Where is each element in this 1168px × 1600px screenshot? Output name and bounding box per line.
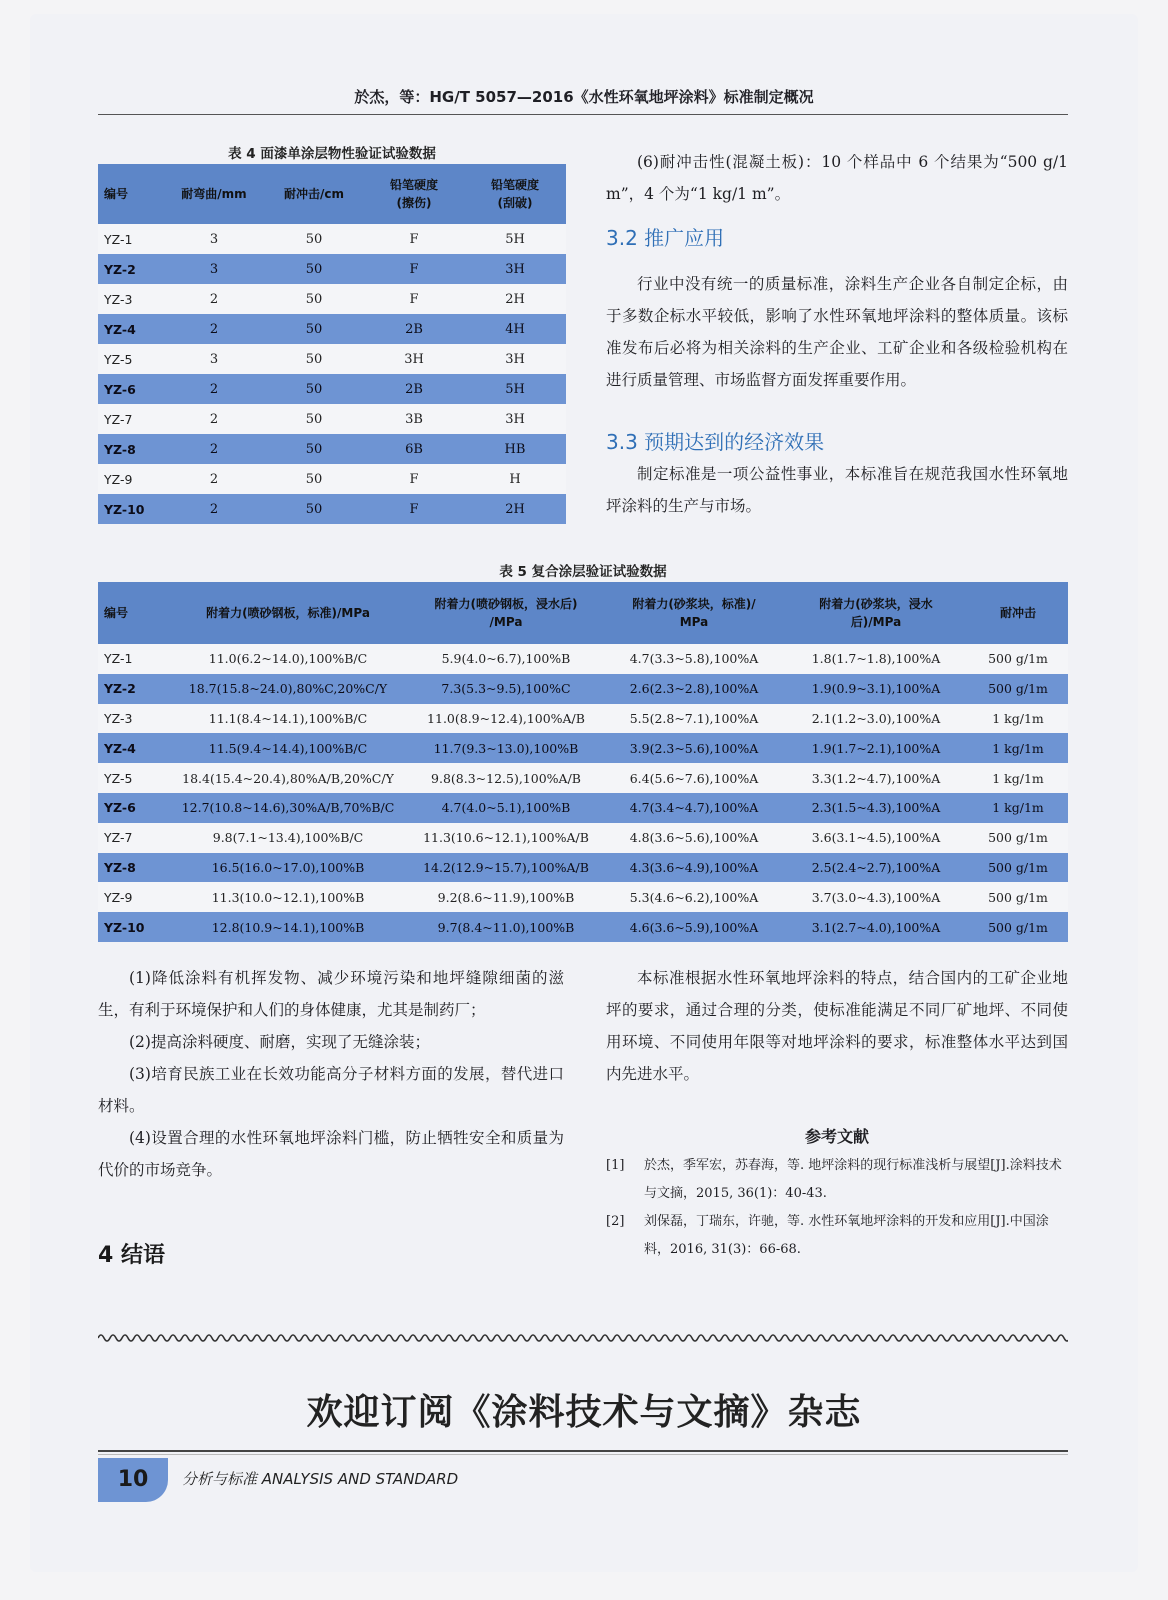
table-cell: 1 kg/1m — [968, 704, 1068, 734]
table-row — [98, 434, 566, 464]
table-row — [98, 763, 1068, 793]
table-cell: YZ-8 — [98, 434, 164, 464]
table-cell: YZ-5 — [98, 763, 168, 793]
benefit-item-4: (4)设置合理的水性环氧地坪涂料门槛，防止牺牲安全和质量为代价的市场竞争。 — [98, 1129, 564, 1179]
table5-col-header: 耐冲击 — [968, 582, 1068, 644]
table-cell: 5H — [464, 374, 566, 404]
table-cell: F — [364, 254, 464, 284]
table-cell: 2 — [164, 464, 264, 494]
table4-col-header: 耐冲击/cm — [264, 164, 364, 224]
references-title: 参考文献 — [804, 1127, 869, 1146]
table-cell: YZ-4 — [98, 733, 168, 763]
table-row — [98, 224, 566, 254]
benefit-item-2: (2)提高涂料硬度、耐磨，实现了无缝涂装； — [129, 1033, 430, 1051]
table-row — [98, 284, 566, 314]
table-cell: 2 — [164, 284, 264, 314]
table-cell: YZ-9 — [98, 882, 168, 912]
table-cell: 3.3(1.2~4.7),100%A — [784, 763, 968, 793]
table-cell: 2 — [164, 434, 264, 464]
table-row — [98, 674, 1068, 704]
table-cell: 4.3(3.6~4.9),100%A — [604, 853, 784, 883]
table-cell: 2H — [464, 284, 566, 314]
table-cell: 3H — [464, 344, 566, 374]
table-cell: 5.5(2.8~7.1),100%A — [604, 704, 784, 734]
table-cell: YZ-3 — [98, 284, 164, 314]
table-cell: 9.7(8.4~11.0),100%B — [408, 912, 604, 942]
table5 — [98, 582, 1068, 942]
table-cell: 11.3(10.0~12.1),100%B — [168, 882, 408, 912]
table5-body — [98, 644, 1068, 942]
table5-col-header: 附着力(喷砂钢板，标准)/MPa — [168, 582, 408, 644]
section-3-2-text: 行业中没有统一的质量标准，涂料生产企业各自制定企标，由于多数企标水平较低，影响了水性环氧地坪涂料的整体质量。该标准发布后必将为相关涂料的生产企业、工矿企业和各级检验机构在进行质量管理、市场监督方面发挥重要作用。 — [606, 275, 1068, 389]
table-cell: 5.9(4.0~6.7),100%B — [408, 644, 604, 674]
table-cell: 3 — [164, 254, 264, 284]
table-cell: 3H — [364, 344, 464, 374]
table-cell: 11.0(6.2~14.0),100%B/C — [168, 644, 408, 674]
table-cell: 4.8(3.6~5.6),100%A — [604, 823, 784, 853]
table-cell: YZ-6 — [98, 793, 168, 823]
table-cell: 4.7(3.3~5.8),100%A — [604, 644, 784, 674]
table-cell: 2H — [464, 494, 566, 524]
table5-caption: 表 5 复合涂层验证试验数据 — [499, 564, 667, 580]
section-3-3-body — [606, 458, 1068, 522]
table-cell: H — [464, 464, 566, 494]
table-cell: YZ-5 — [98, 344, 164, 374]
table-cell: 500 g/1m — [968, 882, 1068, 912]
table-cell: F — [364, 284, 464, 314]
table-cell: 5.3(4.6~6.2),100%A — [604, 882, 784, 912]
table-cell: 4.6(3.6~5.9),100%A — [604, 912, 784, 942]
table-cell: 9.8(7.1~13.4),100%B/C — [168, 823, 408, 853]
table-cell: YZ-1 — [98, 644, 168, 674]
table-cell: 2B — [364, 314, 464, 344]
table-cell: 12.8(10.9~14.1),100%B — [168, 912, 408, 942]
reference-1-text: 於杰，季军宏，苏春海，等. 地坪涂料的现行标准浅析与展望[J].涂料技术与文摘，2015, 36(1)：40-43. — [644, 1158, 1062, 1201]
table-cell: 7.3(5.3~9.5),100%C — [408, 674, 604, 704]
table-cell: 11.7(9.3~13.0),100%B — [408, 733, 604, 763]
table-row — [98, 254, 566, 284]
table-cell: 50 — [264, 374, 364, 404]
table-row — [98, 793, 1068, 823]
impact-item: (6)耐冲击性(混凝土板)：10 个样品中 6 个结果为“500 g/1 m”，4 个为“1 kg/1 m”。 — [606, 153, 1068, 203]
table-cell: YZ-9 — [98, 464, 164, 494]
table-row — [98, 733, 1068, 763]
table-row — [98, 704, 1068, 734]
table-row — [98, 314, 566, 344]
table-row — [98, 494, 566, 524]
table4 — [98, 164, 566, 524]
table5-col-header: 附着力(砂浆块，标准)/ MPa — [604, 582, 784, 644]
table4-header-row — [98, 164, 566, 224]
table-cell: 1 kg/1m — [968, 733, 1068, 763]
table-cell: 500 g/1m — [968, 912, 1068, 942]
table-cell: 3.7(3.0~4.3),100%A — [784, 882, 968, 912]
table-cell: 3.9(2.3~5.6),100%A — [604, 733, 784, 763]
table-cell: 11.3(10.6~12.1),100%A/B — [408, 823, 604, 853]
reference-2 — [606, 1208, 1068, 1264]
table-row — [98, 882, 1068, 912]
table-cell: HB — [464, 434, 566, 464]
table-cell: YZ-7 — [98, 404, 164, 434]
table4-body — [98, 224, 566, 524]
table-cell: 50 — [264, 284, 364, 314]
table-cell: 2.5(2.4~2.7),100%A — [784, 853, 968, 883]
table-cell: 4H — [464, 314, 566, 344]
table-row — [98, 464, 566, 494]
section-3-3-title: 3.3 预期达到的经济效果 — [606, 430, 825, 454]
table4-col-header: 铅笔硬度 (刮破) — [464, 164, 566, 224]
table-cell: 3 — [164, 344, 264, 374]
table-cell: YZ-8 — [98, 853, 168, 883]
table5-header-row — [98, 582, 1068, 644]
table-cell: 3.1(2.7~4.0),100%A — [784, 912, 968, 942]
table-row — [98, 344, 566, 374]
table-cell: 50 — [264, 434, 364, 464]
table-cell: 1 kg/1m — [968, 763, 1068, 793]
table-cell: 6.4(5.6~7.6),100%A — [604, 763, 784, 793]
benefit-item-1: (1)降低涂料有机挥发物、减少环境污染和地坪缝隙细菌的滋生，有利于环境保护和人们的身体健康，尤其是制药厂； — [98, 969, 564, 1019]
table-cell: F — [364, 464, 464, 494]
section-4-title: 4 结语 — [98, 1243, 165, 1268]
table-row — [98, 644, 1068, 674]
section-3-3-text: 制定标准是一项公益性事业，本标准旨在规范我国水性环氧地坪涂料的生产与市场。 — [606, 465, 1068, 515]
table-cell: YZ-10 — [98, 912, 168, 942]
table-cell: 3.6(3.1~4.5),100%A — [784, 823, 968, 853]
table-cell: YZ-1 — [98, 224, 164, 254]
table5-col-header: 附着力(喷砂钢板，浸水后) /MPa — [408, 582, 604, 644]
impact-paragraph — [606, 146, 1068, 210]
table-cell: 50 — [264, 494, 364, 524]
table-cell: 1.9(0.9~3.1),100%A — [784, 674, 968, 704]
table-cell: 11.5(9.4~14.4),100%B/C — [168, 733, 408, 763]
reference-1-number: [1] — [606, 1158, 625, 1173]
table-cell: 9.8(8.3~12.5),100%A/B — [408, 763, 604, 793]
conclusion-paragraph — [606, 962, 1068, 1090]
table-cell: F — [364, 224, 464, 254]
table-cell: 2.3(1.5~4.3),100%A — [784, 793, 968, 823]
table-cell: 5H — [464, 224, 566, 254]
table-cell: 4.7(3.4~4.7),100%A — [604, 793, 784, 823]
conclusion-text: 本标准根据水性环氧地坪涂料的特点，结合国内的工矿企业地坪的要求，通过合理的分类，使标准能满足不同厂矿地坪、不同使用环境、不同使用年限等对地坪涂料的要求，标准整体水平达到国内先进水平。 — [606, 969, 1068, 1083]
table-cell: 50 — [264, 464, 364, 494]
benefits-list — [98, 962, 564, 1186]
reference-2-number: [2] — [606, 1214, 625, 1229]
table-cell: YZ-2 — [98, 674, 168, 704]
table4-col-header: 耐弯曲/mm — [164, 164, 264, 224]
table-cell: 500 g/1m — [968, 853, 1068, 883]
table4-col-header: 编号 — [98, 164, 164, 224]
table-cell: YZ-4 — [98, 314, 164, 344]
header-rule — [98, 114, 1068, 115]
table-cell: 6B — [364, 434, 464, 464]
table-cell: 11.0(8.9~12.4),100%A/B — [408, 704, 604, 734]
table-cell: 12.7(10.8~14.6),30%A/B,70%B/C — [168, 793, 408, 823]
table-row — [98, 823, 1068, 853]
table-cell: 16.5(16.0~17.0),100%B — [168, 853, 408, 883]
table-cell: 2 — [164, 314, 264, 344]
table-cell: 50 — [264, 224, 364, 254]
table-cell: 1 kg/1m — [968, 793, 1068, 823]
table-cell: 2.1(1.2~3.0),100%A — [784, 704, 968, 734]
table-cell: 2 — [164, 374, 264, 404]
running-title: 於杰，等：HG/T 5057—2016《水性环氧地坪涂料》标准制定概况 — [354, 88, 814, 106]
table-cell: 3H — [464, 404, 566, 434]
table-cell: F — [364, 494, 464, 524]
table-cell: YZ-10 — [98, 494, 164, 524]
table-cell: 3H — [464, 254, 566, 284]
table-cell: YZ-7 — [98, 823, 168, 853]
table-cell: 9.2(8.6~11.9),100%B — [408, 882, 604, 912]
reference-1 — [606, 1152, 1068, 1208]
table-cell: 18.7(15.8~24.0),80%C,20%C/Y — [168, 674, 408, 704]
table-cell: 14.2(12.9~15.7),100%A/B — [408, 853, 604, 883]
benefit-item-3: (3)培育民族工业在长效功能高分子材料方面的发展，替代进口材料。 — [98, 1065, 564, 1115]
reference-2-text: 刘保磊，丁瑞东，许驰，等. 水性环氧地坪涂料的开发和应用[J].中国涂料，2016, 31(3)：66-68. — [644, 1214, 1049, 1257]
table-row — [98, 853, 1068, 883]
table-cell: 50 — [264, 254, 364, 284]
footer-rule-thin — [98, 1454, 1068, 1455]
table-cell: 50 — [264, 314, 364, 344]
table-cell: 500 g/1m — [968, 823, 1068, 853]
table-cell: 3 — [164, 224, 264, 254]
section-3-2-title: 3.2 推广应用 — [606, 226, 725, 250]
table-cell: 2.6(2.3~2.8),100%A — [604, 674, 784, 704]
table-cell: 1.9(1.7~2.1),100%A — [784, 733, 968, 763]
table-cell: 11.1(8.4~14.1),100%B/C — [168, 704, 408, 734]
table-cell: YZ-6 — [98, 374, 164, 404]
footer-rule — [98, 1450, 1068, 1452]
footer-section-label: 分析与标准 ANALYSIS AND STANDARD — [182, 1470, 459, 1488]
table-cell: 2 — [164, 404, 264, 434]
table-cell: 4.7(4.0~5.1),100%B — [408, 793, 604, 823]
table5-col-header: 附着力(砂浆块，浸水 后)/MPa — [784, 582, 968, 644]
table-row — [98, 374, 566, 404]
subscription-banner: 欢迎订阅《涂料技术与文摘》杂志 — [306, 1392, 862, 1433]
table-cell: 2 — [164, 494, 264, 524]
table-row — [98, 404, 566, 434]
table5-col-header: 编号 — [98, 582, 168, 644]
page-number: 10 — [98, 1458, 168, 1502]
table4-col-header: 铅笔硬度 (擦伤) — [364, 164, 464, 224]
table-cell: 18.4(15.4~20.4),80%A/B,20%C/Y — [168, 763, 408, 793]
wave-divider — [98, 1330, 1068, 1346]
table-cell: 1.8(1.7~1.8),100%A — [784, 644, 968, 674]
table-cell: 3B — [364, 404, 464, 434]
table-cell: 500 g/1m — [968, 674, 1068, 704]
table-cell: 500 g/1m — [968, 644, 1068, 674]
table-row — [98, 912, 1068, 942]
table4-caption: 表 4 面漆单涂层物性验证试验数据 — [228, 146, 436, 162]
table-cell: YZ-2 — [98, 254, 164, 284]
section-3-2-body — [606, 268, 1068, 396]
table-cell: YZ-3 — [98, 704, 168, 734]
table-cell: 2B — [364, 374, 464, 404]
table-cell: 50 — [264, 344, 364, 374]
table-cell: 50 — [264, 404, 364, 434]
